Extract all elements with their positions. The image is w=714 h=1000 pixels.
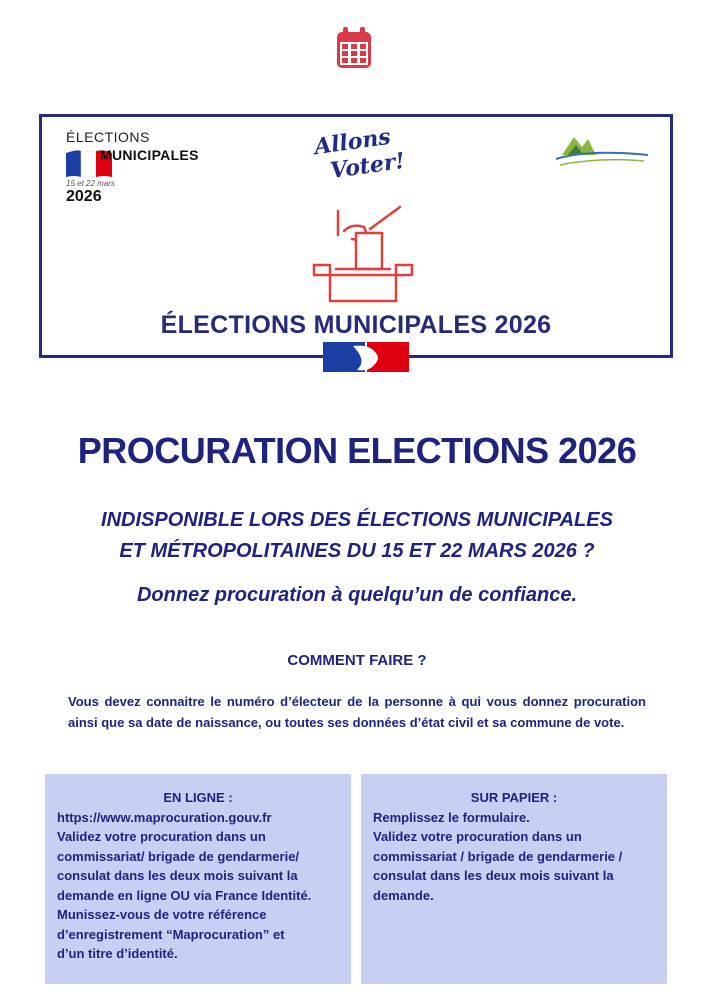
paper-line: Validez votre procuration dans un [373, 829, 582, 844]
subtitle-line1: INDISPONIBLE LORS DES ÉLECTIONS MUNICIPALES [101, 509, 613, 531]
online-line: Validez votre procuration dans un [57, 829, 266, 844]
paper-line: commissariat / brigade de gendarmerie / [373, 848, 623, 864]
slogan-line2: Voter! [328, 147, 407, 185]
intro-paragraph: Vous devez connaitre le numéro d’électeur de la personne à qui vous donnez procuration ainsi que sa date de naissance, ou toutes ses données d’état civil et sa commune de vote. [68, 694, 646, 730]
subtitle-line2: ET MÉTROPOLITAINES DU 15 ET 22 MARS 2026 ? [119, 540, 595, 562]
election-banner [39, 114, 673, 358]
paper-box-title: SUR PAPIER : [470, 790, 558, 805]
logo-year: 2026 [66, 188, 102, 205]
online-box [45, 774, 351, 984]
how-heading: COMMENT FAIRE ? [287, 652, 427, 669]
slogan-line1: Allons [312, 123, 393, 161]
online-line[interactable]: https://www.maprocuration.gouv.fr [57, 809, 272, 825]
subtitle [0, 505, 714, 567]
paper-line: consulat dans les deux mois suivant la [373, 868, 614, 883]
online-line: d’enregistrement “Maprocuration” et [57, 926, 285, 942]
calendar-icon [334, 26, 374, 70]
paper-line: demande. [373, 887, 434, 903]
logo-line1: ÉLECTIONS [66, 129, 150, 145]
online-line: d’un titre d’identité. [57, 946, 178, 961]
online-line: Munissez-vous de votre référence [57, 907, 267, 922]
logo-dates: 15 et 22 mars [66, 179, 115, 188]
online-line: commissariat/ brigade de gendarmerie/ [57, 848, 300, 864]
online-line: demande en ligne OU via France Identité. [57, 887, 312, 903]
town-logo [548, 125, 658, 173]
online-box-title: EN LIGNE : [163, 790, 233, 805]
logo-line2: MUNICIPALES [100, 147, 199, 163]
online-line: consulat dans les deux mois suivant la [57, 868, 298, 883]
tagline: Donnez procuration à quelqu’un de confiance. [136, 584, 578, 606]
paper-line: Remplissez le formulaire. [373, 809, 530, 825]
banner-title: ÉLECTIONS MUNICIPALES 2026 [160, 311, 552, 339]
paper-box [361, 774, 667, 984]
elections-logo [66, 129, 226, 206]
allons-voter-slogan [306, 123, 426, 193]
ballot-box-icon [308, 205, 418, 305]
marianne-logo [323, 342, 409, 372]
page-title: PROCURATION ELECTIONS 2026 [77, 430, 637, 471]
